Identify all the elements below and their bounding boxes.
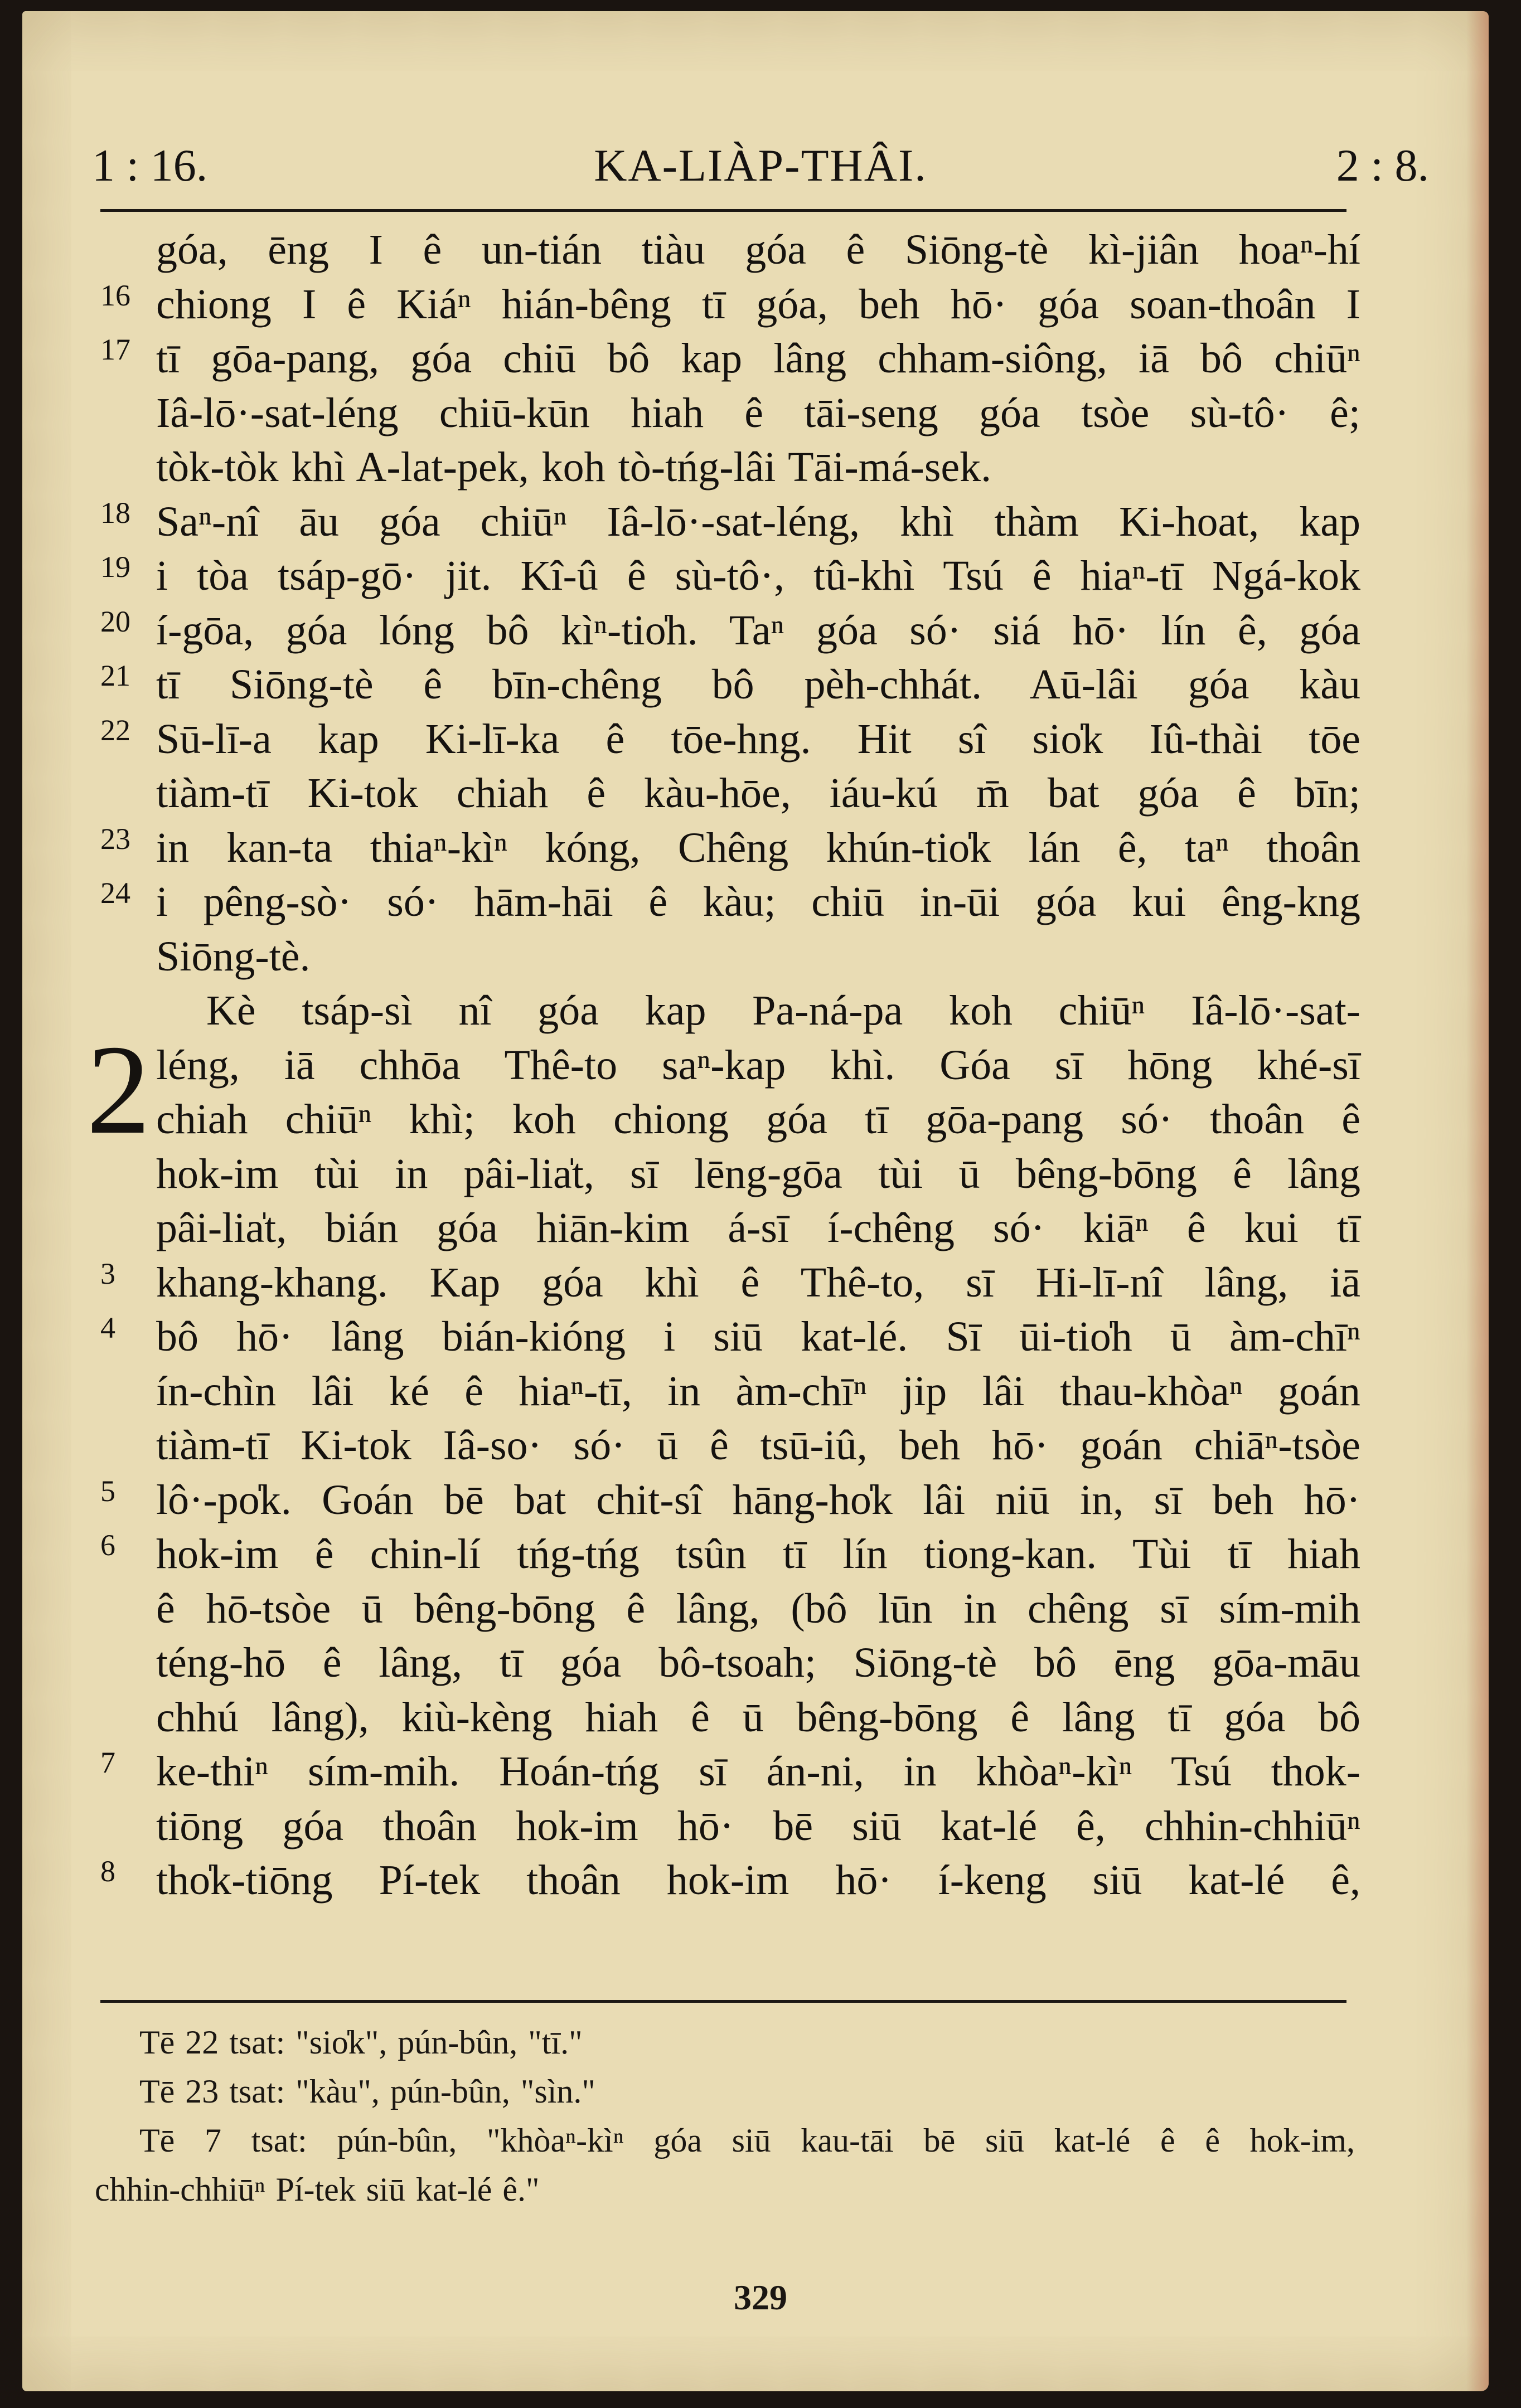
footnote-text: Tē 22 tsat: "sio̍k", pún-bûn, "tī." — [139, 2024, 583, 2061]
header-book-title: KA-LIÀP-THÂI. — [594, 140, 927, 191]
footnote — [95, 2165, 1355, 2214]
text-line — [100, 1365, 1360, 1419]
text-line — [100, 1147, 1360, 1202]
header-rule — [100, 209, 1346, 212]
text-line — [100, 332, 1360, 386]
footnotes — [95, 2018, 1355, 2214]
text-line — [100, 1582, 1360, 1637]
text-line — [100, 658, 1360, 712]
verse-number: 20 — [100, 604, 130, 638]
line-text: tiōng góa thoân hok-im hō· bē siū kat-lé ê, chhin-chhiūⁿ — [156, 1802, 1360, 1849]
page-edge-tint — [1466, 11, 1489, 2391]
text-line — [100, 821, 1360, 876]
line-text: tiàm-tī Ki-tok Iâ-so· só· ū ê tsū-iû, beh hō· goán chiāⁿ-tsòe — [156, 1422, 1360, 1469]
text-line — [100, 278, 1360, 332]
line-text: chiong I ê Kiáⁿ hián-bêng tī góa, beh hō· góa soan-thoân I — [156, 280, 1360, 328]
line-text: Iâ-lō·-sat-léng chiū-kūn hiah ê tāi-seng góa tsòe sù-tô· ê; — [156, 389, 1360, 436]
line-text: hok-im tùi in pâi-lia̍t, sī lēng-gōa tùi ū bêng-bōng ê lâng — [156, 1150, 1360, 1197]
line-text: ín-chìn lâi ké ê hiaⁿ-tī, in àm-chīⁿ jip lâi thau-khòaⁿ goán — [156, 1367, 1360, 1415]
text-line — [100, 1310, 1360, 1365]
line-text: téng-hō ê lâng, tī góa bô-tsoah; Siōng-tè bô ēng gōa-māu — [156, 1639, 1360, 1686]
verse-number: 4 — [100, 1311, 115, 1344]
verse-number: 19 — [100, 550, 130, 584]
line-text: góa, ēng I ê un-tián tiàu góa ê Siōng-tè kì-jiân hoaⁿ-hí — [156, 226, 1360, 273]
line-text: ê hō-tsòe ū bêng-bōng ê lâng, (bô lūn in chêng sī sím-mih — [156, 1585, 1360, 1632]
text-line — [100, 1201, 1360, 1256]
line-text: Sū-lī-a kap Ki-lī-ka ê tōe-hng. Hit sî sio̍k Iû-thài tōe — [156, 715, 1360, 763]
line-text: tòk-tòk khì A-lat-pek, koh tò-tńg-lâi Tāi-má-sek. — [156, 444, 992, 491]
verse-number: 21 — [100, 659, 130, 692]
text-line — [100, 386, 1360, 441]
footnote-text: Tē 7 tsat: pún-bûn, "khòaⁿ-kìⁿ góa siū kau-tāi bē siū kat-lé ê ê hok-im, — [139, 2122, 1355, 2159]
footnote — [95, 2067, 1355, 2116]
line-text: Saⁿ-nî āu góa chiūⁿ Iâ-lō·-sat-léng, khì thàm Ki-hoat, kap — [156, 498, 1360, 545]
text-line — [100, 712, 1360, 767]
text-line — [100, 1038, 1360, 1093]
text-line — [100, 223, 1360, 278]
page-header — [78, 139, 1443, 206]
text-line — [100, 1691, 1360, 1745]
line-text: í-gōa, góa lóng bô kìⁿ-tio̍h. Taⁿ góa só· siá hō· lín ê, góa — [156, 606, 1360, 654]
verse-number: 17 — [100, 333, 130, 366]
verse-number: 7 — [100, 1746, 115, 1779]
text-line — [100, 440, 1360, 495]
text-line — [100, 1527, 1360, 1582]
line-text: tho̍k-tiōng Pí-tek thoân hok-im hō· í-keng siū kat-lé ê, — [156, 1857, 1360, 1904]
line-text: bô hō· lâng bián-kióng i siū kat-lé. Sī ūi-tio̍h ū àm-chīⁿ — [156, 1313, 1360, 1360]
footnote-text: Tē 23 tsat: "kàu", pún-bûn, "sìn." — [139, 2073, 595, 2110]
text-line — [100, 875, 1360, 930]
line-text: tī gōa-pang, góa chiū bô kap lâng chham-siông, iā bô chiūⁿ — [156, 335, 1360, 382]
line-text: léng, iā chhōa Thê-to saⁿ-kap khì. Góa sī hōng khé-sī — [156, 1041, 1360, 1089]
verse-number: 8 — [100, 1854, 115, 1888]
verse-number: 6 — [100, 1528, 115, 1562]
line-text: hok-im ê chin-lí tńg-tńg tsûn tī lín tiong-kan. Tùi tī hiah — [156, 1531, 1360, 1577]
verse-number: 5 — [100, 1474, 115, 1508]
text-line — [100, 495, 1360, 550]
body-text — [100, 223, 1360, 1908]
text-line — [100, 549, 1360, 604]
line-text: khang-khang. Kap góa khì ê Thê-to, sī Hi-lī-nî lâng, iā — [156, 1259, 1360, 1306]
line-text: lô·-po̍k. Goán bē bat chit-sî hāng-ho̍k lâi niū in, sī beh hō· — [156, 1476, 1360, 1523]
chapter-number: 2 — [86, 1018, 151, 1161]
text-line — [100, 1853, 1360, 1908]
line-text: Kè tsáp-sì nî góa kap Pa-ná-pa koh chiūⁿ Iâ-lō·-sat- — [206, 987, 1360, 1034]
header-left-reference: 1 : 16. — [92, 140, 208, 191]
line-text: tiàm-tī Ki-tok chiah ê kàu-hōe, iáu-kú m̄ bat góa ê bīn; — [156, 770, 1360, 817]
footnote-rule — [100, 2000, 1346, 2003]
footnote — [95, 2116, 1355, 2165]
text-line — [100, 1093, 1360, 1147]
verse-number: 24 — [100, 876, 130, 910]
line-text: ke-thiⁿ sím-mih. Hoán-tńg sī án-ni, in khòaⁿ-kìⁿ Tsú thok- — [156, 1748, 1360, 1795]
verse-number: 16 — [100, 278, 130, 312]
text-line — [100, 1256, 1360, 1310]
line-text: i pêng-sò· só· hām-hāi ê kàu; chiū in-ūi góa kui êng-kng — [156, 878, 1360, 925]
page-number: 329 — [734, 2278, 787, 2317]
text-line — [100, 1636, 1360, 1691]
text-line — [100, 984, 1360, 1038]
line-text: in kan-ta thiaⁿ-kìⁿ kóng, Chêng khún-tio̍k lán ê, taⁿ thoân — [156, 824, 1360, 871]
text-line — [100, 766, 1360, 821]
footnote — [95, 2018, 1355, 2067]
text-line — [100, 1473, 1360, 1528]
line-text: pâi-lia̍t, bián góa hiān-kim á-sī í-chêng só· kiāⁿ ê kui tī — [156, 1205, 1360, 1251]
text-line — [100, 604, 1360, 658]
text-line — [100, 1745, 1360, 1799]
header-right-reference: 2 : 8. — [1336, 140, 1429, 191]
verse-number: 22 — [100, 713, 130, 747]
line-text: chhú lâng), kiù-kèng hiah ê ū bêng-bōng ê lâng tī góa bô — [156, 1693, 1360, 1741]
line-text: tī Siōng-tè ê bīn-chêng bô pèh-chhát. Aū-lâi góa kàu — [156, 661, 1360, 708]
verse-number: 18 — [100, 496, 130, 530]
text-line — [100, 1799, 1360, 1854]
line-text: chiah chiūⁿ khì; koh chiong góa tī gōa-pang só· thoân ê — [156, 1096, 1360, 1143]
footnote-text: chhin-chhiūⁿ Pí-tek siū kat-lé ê." — [95, 2171, 540, 2208]
line-text: i tòa tsáp-gō· jit. Kî-û ê sù-tô·, tû-khì Tsú ê hiaⁿ-tī Ngá-kok — [156, 552, 1360, 599]
verse-number: 3 — [100, 1256, 115, 1290]
text-line — [100, 1419, 1360, 1473]
verse-number: 23 — [100, 822, 130, 856]
text-line — [100, 930, 1360, 984]
line-text: Siōng-tè. — [156, 933, 311, 980]
